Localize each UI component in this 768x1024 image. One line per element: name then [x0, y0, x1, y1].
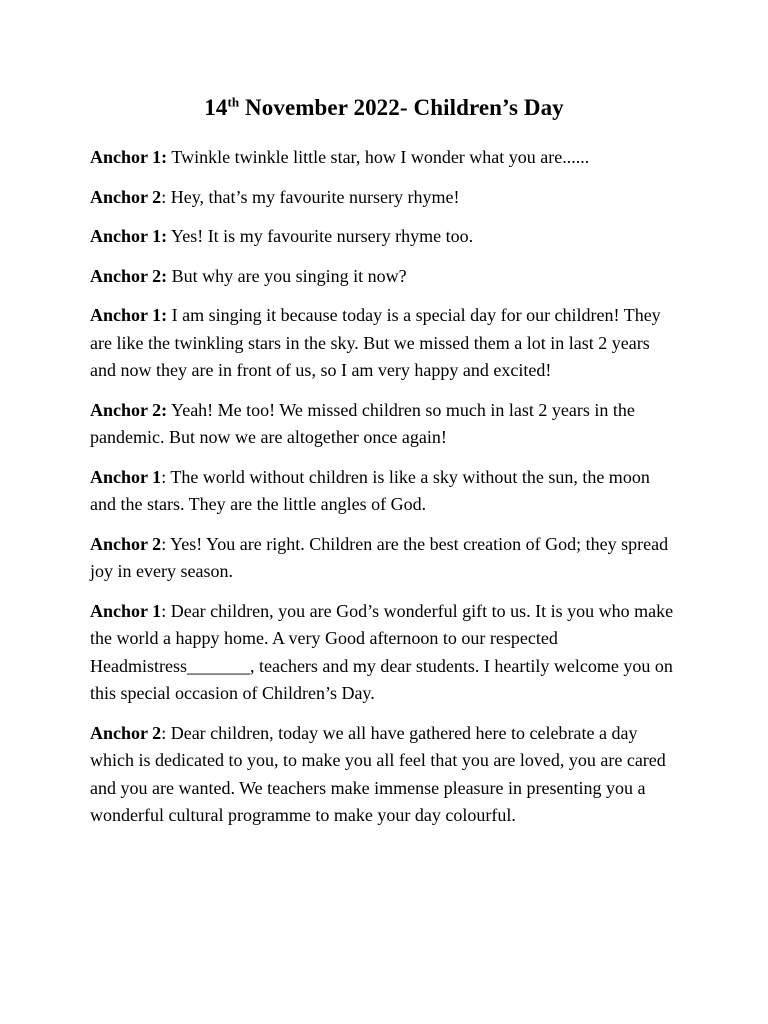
dialogue-text: Hey, that’s my favourite nursery rhyme!: [166, 186, 460, 207]
dialogue-text: Yes! You are right. Children are the best creation of God; they spread joy in every season.: [90, 533, 669, 581]
dialogue-text: Twinkle twinkle little star, how I wonder what you are......: [167, 147, 590, 167]
speaker-label: Anchor 2: [90, 722, 162, 743]
speaker-label: Anchor 2:: [90, 399, 168, 420]
speaker-separator: :: [161, 722, 167, 743]
dialogue-text: Yes! It is my favourite nursery rhyme too.: [167, 226, 474, 246]
speaker-separator: :: [161, 533, 167, 554]
dialogue-line: [90, 720, 678, 830]
speaker-separator: :: [161, 600, 167, 621]
speaker-label: Anchor 1:: [90, 147, 168, 167]
dialogue-text: Yeah! Me too! We missed children so much in last 2 years in the pandemic. But now we are altogether once again!: [90, 399, 635, 447]
speaker-separator: :: [161, 186, 167, 207]
dialogue-script: [90, 144, 678, 830]
dialogue-line: [90, 184, 678, 212]
dialogue-line: [90, 302, 678, 385]
dialogue-text: Dear children, you are God’s wonderful gift to us. It is you who make the world a happy home. A very Good afternoon to our respected Headmistress_______, teachers and my dear students. I heartily welcome you on this special occasion of Children’s Day.: [90, 600, 674, 703]
speaker-label: Anchor 2: [90, 186, 162, 207]
dialogue-text: Dear children, today we all have gathered here to celebrate a day which is dedicated to you, to make you all feel that you are loved, you are cared and you are wanted. We teachers make immense pleasure in presenting you a wonderful cultural programme to make your day colourful.: [90, 722, 666, 825]
speaker-separator: :: [161, 466, 167, 487]
dialogue-line: [90, 464, 678, 519]
title-text: November 2022- Children’s Day: [239, 95, 564, 120]
speaker-label: Anchor 1:: [90, 305, 168, 325]
speaker-label: Anchor 1:: [90, 226, 168, 246]
speaker-label: Anchor 1: [90, 600, 162, 621]
page-title: [90, 92, 678, 124]
dialogue-line: [90, 223, 678, 251]
dialogue-text: I am singing it because today is a special day for our children! They are like the twinkling stars in the sky. But we missed them a lot in last 2 years and now they are in front of us, so I am very happy and excited!: [90, 305, 661, 380]
speaker-label: Anchor 2: [90, 533, 162, 554]
dialogue-line: [90, 598, 678, 708]
dialogue-line: [90, 397, 678, 452]
speaker-label: Anchor 2:: [90, 265, 168, 286]
title-day-suffix: th: [227, 94, 240, 110]
dialogue-line: [90, 263, 678, 291]
dialogue-text: But why are you singing it now?: [167, 265, 407, 286]
dialogue-line: [90, 531, 678, 586]
speaker-label: Anchor 1: [90, 466, 162, 487]
title-day: 14: [204, 95, 228, 120]
dialogue-text: The world without children is like a sky without the sun, the moon and the stars. They are the little angles of God.: [90, 466, 650, 514]
dialogue-line: [90, 144, 678, 172]
